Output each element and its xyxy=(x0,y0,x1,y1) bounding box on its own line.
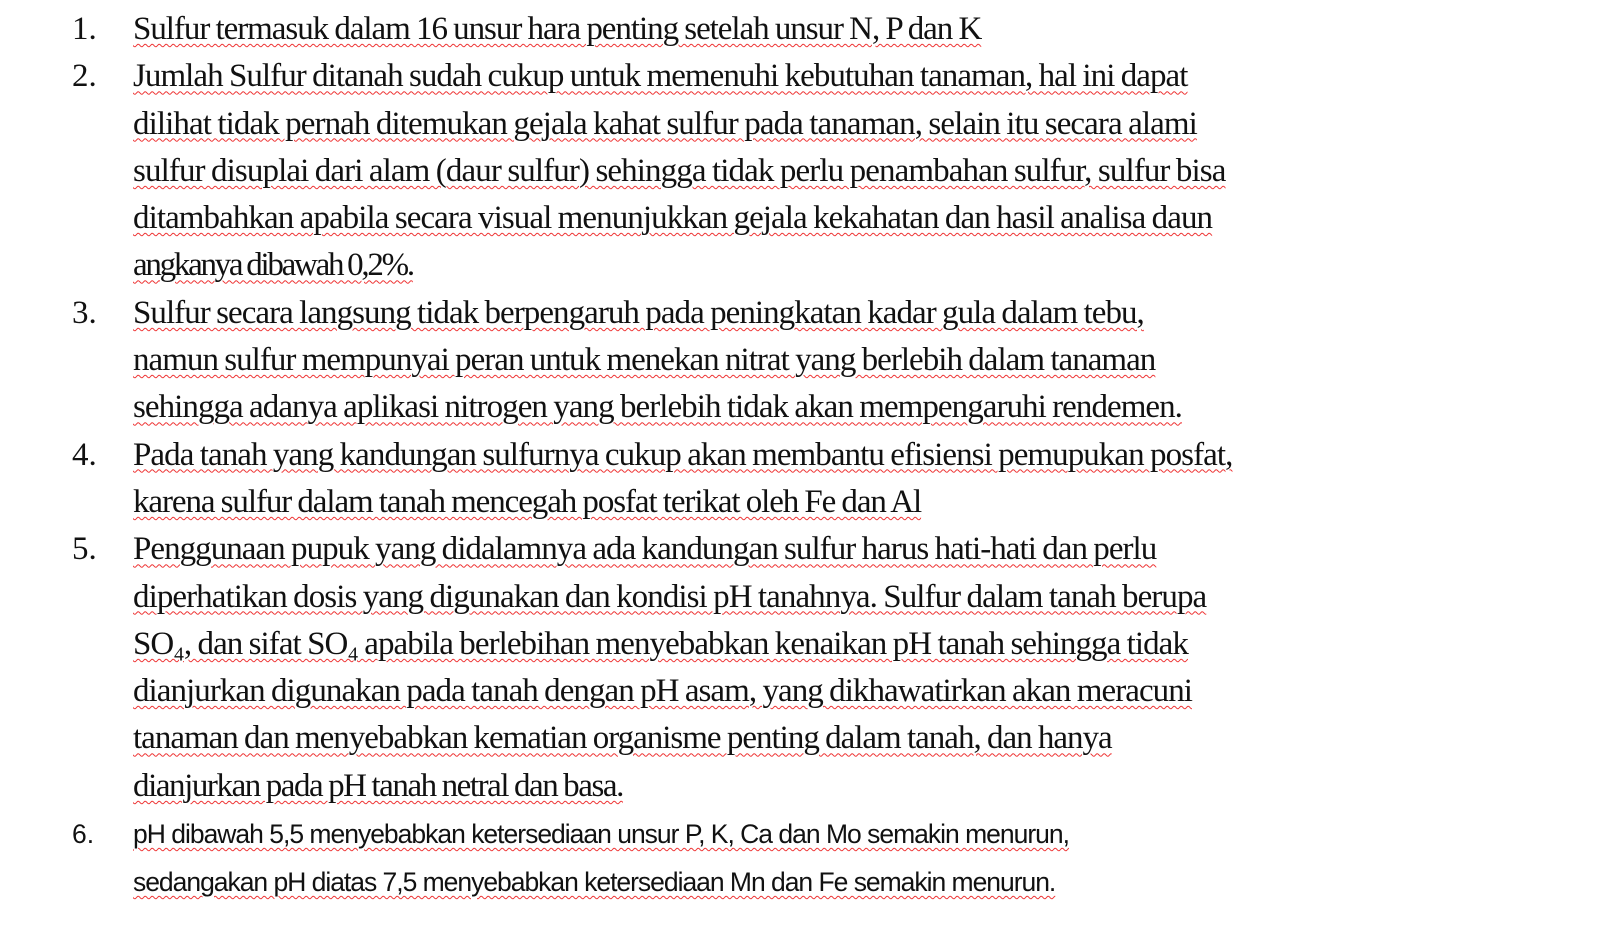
text-line: namun sulfur mempunyai peran untuk menekan nitrat yang berlebih dalam tanaman xyxy=(133,342,1156,379)
list-item-text xyxy=(133,810,1600,906)
text-line: dianjurkan pada pH tanah netral dan basa. xyxy=(133,767,623,804)
list-item-text xyxy=(133,53,1600,289)
text-line: Jumlah Sulfur ditanah sudah cukup untuk memenuhi kebutuhan tanaman, hal ini dapat xyxy=(133,58,1188,95)
list-number: 6. xyxy=(72,819,95,850)
text-line: sedangakan pH diatas 7,5 menyebabkan ketersediaan Mn dan Fe semakin menurun. xyxy=(133,867,1056,898)
text-line: ditambahkan apabila secara visual menunjukkan gejala kekahatan dan hasil analisa daun xyxy=(133,200,1213,237)
text-line: Sulfur secara langsung tidak berpengaruh pada peningkatan kadar gula dalam tebu, xyxy=(133,294,1144,331)
list-number: 4. xyxy=(72,436,97,473)
text-line: Sulfur termasuk dalam 16 unsur hara penting setelah unsur N, P dan K xyxy=(133,11,982,47)
list-item xyxy=(0,432,1600,527)
list-number: 1. xyxy=(72,11,97,47)
text-line: dianjurkan digunakan pada tanah dengan pH asam, yang dikhawatirkan akan meracuni xyxy=(133,673,1192,710)
list-item xyxy=(0,53,1600,289)
list-item-text xyxy=(133,432,1600,527)
list-number: 3. xyxy=(72,294,97,331)
document-body[interactable] xyxy=(0,6,1600,906)
list-item-text xyxy=(133,526,1600,810)
list-item-text xyxy=(133,290,1600,432)
text-line: karena sulfur dalam tanah mencegah posfat terikat oleh Fe dan Al xyxy=(133,483,922,520)
list-number: 5. xyxy=(72,531,97,568)
text-line: SO₄, dan sifat SO₄ apabila berlebihan menyebabkan kenaikan pH tanah sehingga tidak xyxy=(133,625,1188,662)
text-line: angkanya dibawah 0,2%. xyxy=(133,247,413,284)
text-line: pH dibawah 5,5 menyebabkan ketersediaan unsur P, K, Ca dan Mo semakin menurun, xyxy=(133,819,1069,850)
list-item-text xyxy=(133,6,1600,53)
list-item xyxy=(0,6,1600,53)
text-line: sulfur disuplai dari alam (daur sulfur) sehingga tidak perlu penambahan sulfur, sulfur bisa xyxy=(133,152,1226,189)
text-line: diperhatikan dosis yang digunakan dan kondisi pH tanahnya. Sulfur dalam tanah berupa xyxy=(133,578,1207,615)
list-item xyxy=(0,526,1600,810)
list-item xyxy=(0,290,1600,432)
text-line: tanaman dan menyebabkan kematian organisme penting dalam tanah, dan hanya xyxy=(133,720,1112,757)
text-line: sehingga adanya aplikasi nitrogen yang berlebih tidak akan mempengaruhi rendemen. xyxy=(133,389,1182,426)
list-number: 2. xyxy=(72,58,97,95)
text-line: Pada tanah yang kandungan sulfurnya cukup akan membantu efisiensi pemupukan posfat, xyxy=(133,436,1233,473)
text-line: Penggunaan pupuk yang didalamnya ada kandungan sulfur harus hati-hati dan perlu xyxy=(133,531,1157,568)
text-line: dilihat tidak pernah ditemukan gejala kahat sulfur pada tanaman, selain itu secara alami xyxy=(133,105,1197,142)
list-item xyxy=(0,810,1600,906)
